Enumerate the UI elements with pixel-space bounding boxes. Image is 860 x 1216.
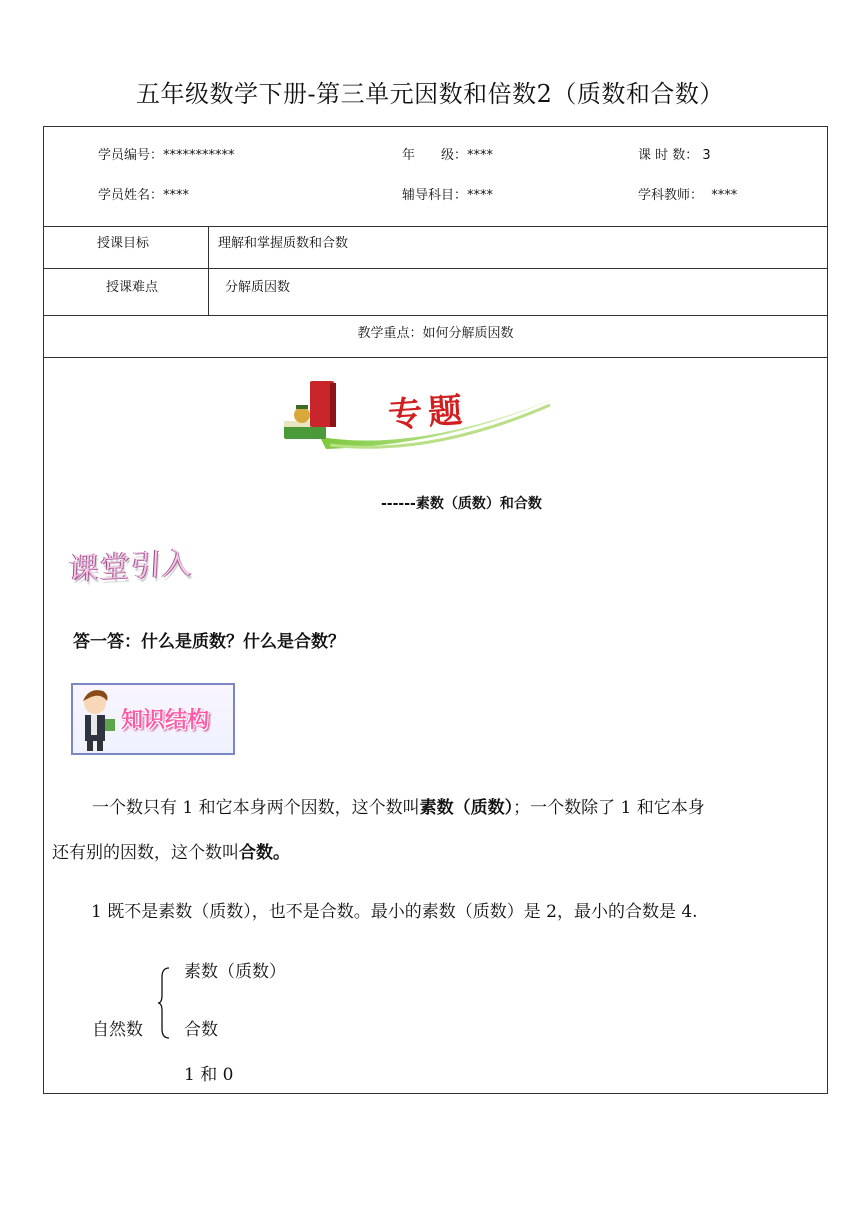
brace-icon (157, 967, 171, 1039)
class-item-composite: 合数 (184, 1020, 218, 1040)
question: 答一答：什么是质数？什么是合数？ (73, 632, 345, 652)
page-title: 五年级数学下册-第三单元因数和倍数2（质数和合数） (136, 80, 724, 108)
divider (44, 226, 827, 227)
topic-banner (280, 375, 560, 461)
class-hours: 课 时 数： 3 (638, 148, 711, 163)
difficulty-value: 分解质因数 (225, 280, 291, 295)
definition-line-1: 一个数只有 1 和它本身两个因数，这个数叫素数（质数）；一个数除了 1 和它本身 (92, 798, 705, 818)
lesson-table (43, 126, 828, 1094)
key-point: 教学重点：如何分解质因数 (357, 326, 514, 341)
banner-title: 专题 (386, 390, 470, 436)
divider (44, 357, 827, 358)
goal-value: 理解和掌握质数和合数 (218, 236, 349, 251)
class-root: 自然数 (92, 1020, 143, 1040)
goal-label: 授课目标 (97, 236, 150, 251)
class-item-prime: 素数（质数） (184, 962, 286, 982)
divider (208, 226, 209, 315)
intro-image (69, 533, 199, 593)
knowledge-structure-text: 知识结构 (121, 708, 210, 733)
topic-subtitle: ------素数（质数）和合数 (381, 496, 542, 512)
special-cases: 1 既不是素数（质数），也不是合数。最小的素数（质数）是 2，最小的合数是 4. (91, 902, 698, 922)
divider (44, 268, 827, 269)
definition-line-2: 还有别的因数，这个数叫合数。 (52, 843, 290, 863)
knowledge-structure-image (71, 683, 235, 755)
teacher: 学科教师： **** (638, 188, 738, 203)
student-id: 学员编号：*********** (98, 148, 235, 163)
class-item-one-zero: 1 和 0 (184, 1065, 234, 1085)
difficulty-label: 授课难点 (106, 280, 159, 295)
grade: 年 级：**** (402, 148, 494, 163)
intro-image-text: 课堂引入 (67, 545, 194, 588)
student-name: 学员姓名：**** (98, 188, 190, 203)
divider (44, 315, 827, 316)
subject: 辅导科目：**** (402, 188, 494, 203)
student-cartoon-icon (75, 687, 121, 753)
